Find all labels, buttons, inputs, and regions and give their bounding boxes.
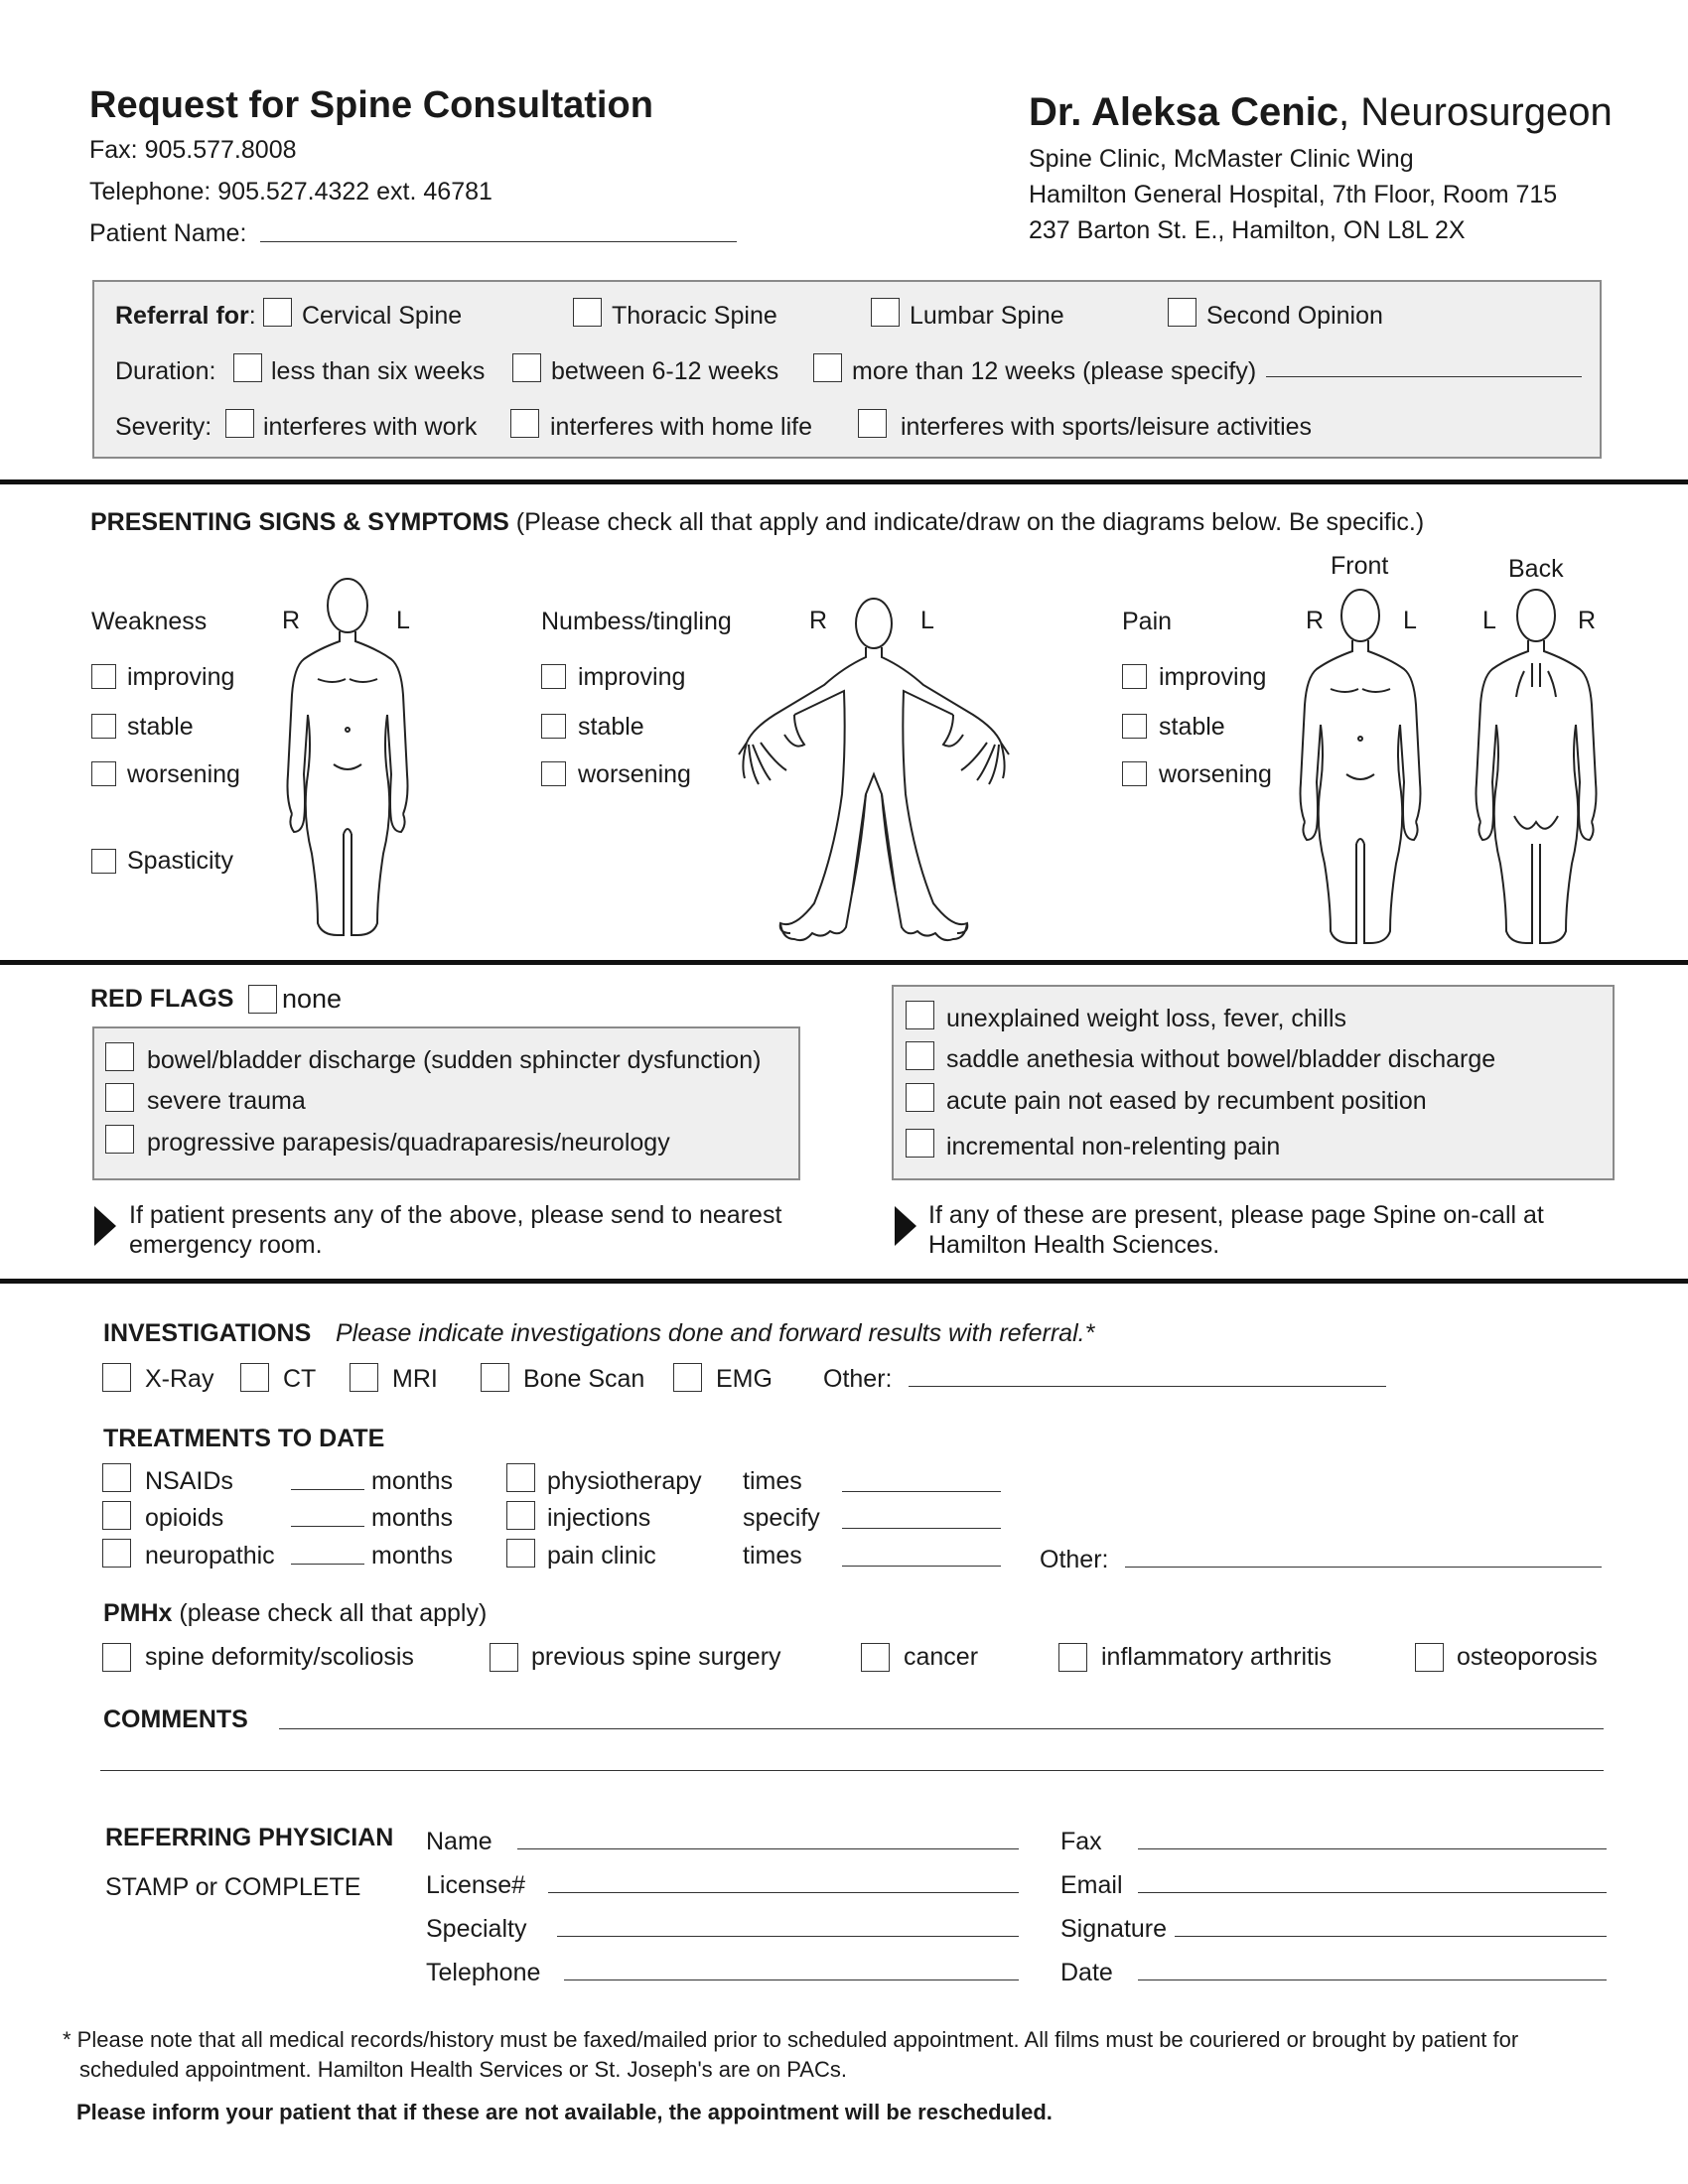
red-flags-page-note-2: Hamilton Health Sciences. xyxy=(928,1231,1220,1259)
patient-name-field[interactable] xyxy=(260,241,737,242)
red-flag-saddle-checkbox[interactable] xyxy=(906,1041,934,1070)
referral-cervical-checkbox[interactable] xyxy=(263,298,292,327)
physician-signature-field[interactable] xyxy=(1175,1936,1607,1937)
severity-home-checkbox[interactable] xyxy=(510,409,539,438)
symptoms-instructions: (Please check all that apply and indicate/draw on the diagrams below. Be specific.) xyxy=(515,508,1425,536)
red-flag-incremental-pain-checkbox[interactable] xyxy=(906,1129,934,1158)
red-flags-page-note-1: If any of these are present, please page Spine on-call at xyxy=(928,1201,1544,1229)
comments-heading: COMMENTS xyxy=(103,1706,248,1733)
nsaids-months-label: months xyxy=(371,1467,453,1495)
pmhx-heading-row xyxy=(103,1598,487,1628)
physician-name-label: Name xyxy=(426,1828,492,1855)
pain-clinic-times-field[interactable] xyxy=(842,1566,1001,1567)
pmhx-osteoporosis-label: osteoporosis xyxy=(1457,1643,1598,1671)
numbness-diagram-left-label: L xyxy=(920,607,934,634)
treatment-opioids-label: opioids xyxy=(145,1504,224,1532)
weakness-label: Weakness xyxy=(91,608,208,635)
red-flag-incremental-pain-label: incremental non-relenting pain xyxy=(946,1133,1281,1160)
weakness-worsening-checkbox[interactable] xyxy=(91,761,116,786)
duration-specify-field[interactable] xyxy=(1266,376,1582,377)
pain-stable-label: stable xyxy=(1159,713,1225,741)
physician-date-label: Date xyxy=(1060,1959,1113,1986)
red-flag-paresis-label: progressive parapesis/quadraparesis/neurology xyxy=(147,1129,670,1157)
red-flag-paresis-checkbox[interactable] xyxy=(105,1125,134,1154)
referral-lumbar-label: Lumbar Spine xyxy=(910,302,1064,330)
red-flag-weight-loss-label: unexplained weight loss, fever, chills xyxy=(946,1005,1347,1032)
arrow-icon xyxy=(94,1206,116,1246)
treatment-injections-checkbox[interactable] xyxy=(506,1501,535,1530)
telephone-number: Telephone: 905.527.4322 ext. 46781 xyxy=(89,178,492,205)
physician-heading: REFERRING PHYSICIAN xyxy=(105,1824,394,1851)
investigation-other-label: Other: xyxy=(823,1365,893,1393)
red-flags-none-checkbox[interactable] xyxy=(248,985,277,1014)
referral-thoracic-label: Thoracic Spine xyxy=(612,302,777,330)
red-flag-bowel-checkbox[interactable] xyxy=(105,1042,134,1071)
arrow-icon xyxy=(895,1206,916,1246)
pain-worsening-checkbox[interactable] xyxy=(1122,761,1147,786)
fax-number: Fax: 905.577.8008 xyxy=(89,136,297,164)
investigation-xray-label: X-Ray xyxy=(145,1365,214,1393)
pain-front-right-label: R xyxy=(1306,607,1325,634)
red-flags-emergency-note-1: If patient presents any of the above, please send to nearest xyxy=(129,1201,782,1229)
physician-license-label: License# xyxy=(426,1871,526,1899)
pain-label: Pain xyxy=(1122,608,1173,635)
numbness-diagram-right-label: R xyxy=(809,607,828,634)
red-flag-trauma-checkbox[interactable] xyxy=(105,1083,134,1112)
investigation-bone-scan-label: Bone Scan xyxy=(523,1365,645,1393)
doctor-name: Dr. Aleksa Cenic xyxy=(1029,90,1339,134)
spasticity-label: Spasticity xyxy=(127,847,233,875)
physician-fax-label: Fax xyxy=(1060,1828,1102,1855)
treatment-injections-label: injections xyxy=(547,1504,651,1532)
treatment-nsaids-checkbox[interactable] xyxy=(102,1463,131,1492)
duration-over-12-checkbox[interactable] xyxy=(813,353,842,382)
doctor-role: , Neurosurgeon xyxy=(1338,90,1613,134)
opioids-months-field[interactable] xyxy=(291,1526,364,1527)
nsaids-months-field[interactable] xyxy=(291,1489,364,1490)
doctor-heading xyxy=(1029,89,1613,135)
pmhx-cancer-label: cancer xyxy=(904,1643,979,1671)
pain-front-body-diagram[interactable] xyxy=(1291,588,1430,950)
treatment-opioids-checkbox[interactable] xyxy=(102,1501,131,1530)
physician-specialty-field[interactable] xyxy=(557,1936,1019,1937)
referral-second-opinion-checkbox[interactable] xyxy=(1168,298,1196,327)
injections-specify-label: specify xyxy=(743,1504,820,1532)
injections-specify-field[interactable] xyxy=(842,1528,1001,1529)
referral-second-opinion-label: Second Opinion xyxy=(1206,302,1383,330)
red-flag-acute-pain-checkbox[interactable] xyxy=(906,1083,934,1112)
pmhx-arthritis-checkbox[interactable] xyxy=(1058,1643,1087,1672)
referral-label: Referral for: xyxy=(115,302,256,330)
treatment-nsaids-label: NSAIDs xyxy=(145,1467,233,1495)
footer-note-1: * Please note that all medical records/history must be faxed/mailed prior to scheduled appointment. All films must be couriered or brought by patient for xyxy=(63,2027,1519,2052)
symptoms-heading-row xyxy=(90,507,1424,537)
severity-work-checkbox[interactable] xyxy=(225,409,254,438)
investigation-emg-label: EMG xyxy=(716,1365,773,1393)
investigation-bone-scan-checkbox[interactable] xyxy=(481,1363,509,1392)
numbness-improving-checkbox[interactable] xyxy=(541,664,566,689)
section-divider xyxy=(0,960,1688,965)
pmhx-osteoporosis-checkbox[interactable] xyxy=(1415,1643,1444,1672)
red-flag-acute-pain-label: acute pain not eased by recumbent position xyxy=(946,1087,1427,1115)
pain-back-body-diagram[interactable] xyxy=(1467,588,1606,950)
weakness-diagram-left-label: L xyxy=(396,607,410,634)
duration-label: Duration: xyxy=(115,357,216,385)
investigation-other-field[interactable] xyxy=(909,1386,1386,1387)
pain-stable-checkbox[interactable] xyxy=(1122,714,1147,739)
pmhx-cancer-checkbox[interactable] xyxy=(861,1643,890,1672)
red-flag-weight-loss-checkbox[interactable] xyxy=(906,1001,934,1029)
pmhx-previous-surgery-label: previous spine surgery xyxy=(531,1643,781,1671)
pmhx-heading: PMHx xyxy=(103,1599,173,1627)
duration-6-12-label: between 6-12 weeks xyxy=(551,357,779,385)
pain-clinic-times-label: times xyxy=(743,1542,802,1570)
physician-license-field[interactable] xyxy=(548,1892,1019,1893)
physician-date-field[interactable] xyxy=(1138,1979,1607,1980)
treatment-other-field[interactable] xyxy=(1125,1567,1602,1568)
spasticity-checkbox[interactable] xyxy=(91,849,116,874)
footer-note-2: scheduled appointment. Hamilton Health Services or St. Joseph's are on PACs. xyxy=(79,2057,847,2082)
numbness-worsening-checkbox[interactable] xyxy=(541,761,566,786)
hospital-name: Hamilton General Hospital, 7th Floor, Room 715 xyxy=(1029,181,1558,208)
physician-email-field[interactable] xyxy=(1138,1892,1607,1893)
physician-email-label: Email xyxy=(1060,1871,1123,1899)
patient-name-label: Patient Name: xyxy=(89,219,247,247)
pmhx-note: (please check all that apply) xyxy=(179,1599,488,1627)
pain-back-left-label: L xyxy=(1482,607,1496,634)
duration-6-12-checkbox[interactable] xyxy=(512,353,541,382)
numbness-stable-label: stable xyxy=(578,713,644,741)
pain-worsening-label: worsening xyxy=(1159,760,1272,788)
physician-telephone-field[interactable] xyxy=(564,1979,1019,1980)
severity-label: Severity: xyxy=(115,413,212,441)
investigation-xray-checkbox[interactable] xyxy=(102,1363,131,1392)
symptoms-heading: PRESENTING SIGNS & SYMPTOMS xyxy=(90,508,509,536)
weakness-body-diagram[interactable] xyxy=(278,576,417,943)
treatment-neuropathic-checkbox[interactable] xyxy=(102,1539,131,1568)
severity-sports-checkbox[interactable] xyxy=(858,409,887,438)
physician-specialty-label: Specialty xyxy=(426,1915,527,1943)
red-flags-heading: RED FLAGS xyxy=(90,985,234,1013)
page-title: Request for Spine Consultation xyxy=(89,84,653,126)
weakness-stable-checkbox[interactable] xyxy=(91,714,116,739)
neuropathic-months-label: months xyxy=(371,1542,453,1570)
weakness-improving-checkbox[interactable] xyxy=(91,664,116,689)
severity-sports-label: interferes with sports/leisure activities xyxy=(901,413,1313,441)
clinic-address: 237 Barton St. E., Hamilton, ON L8L 2X xyxy=(1029,216,1466,244)
investigation-ct-label: CT xyxy=(283,1365,317,1393)
physician-fax-field[interactable] xyxy=(1138,1848,1607,1849)
weakness-stable-label: stable xyxy=(127,713,194,741)
clinic-name: Spine Clinic, McMaster Clinic Wing xyxy=(1029,145,1414,173)
red-flag-bowel-label: bowel/bladder discharge (sudden sphincter dysfunction) xyxy=(147,1046,762,1074)
physician-name-field[interactable] xyxy=(517,1848,1019,1849)
treatment-other-label: Other: xyxy=(1040,1546,1109,1573)
pain-back-right-label: R xyxy=(1578,607,1597,634)
pmhx-previous-surgery-checkbox[interactable] xyxy=(490,1643,518,1672)
treatment-pain-clinic-checkbox[interactable] xyxy=(506,1539,535,1568)
numbness-body-diagram[interactable] xyxy=(735,596,1013,943)
section-divider xyxy=(0,479,1688,484)
neuropathic-months-field[interactable] xyxy=(291,1564,364,1565)
red-flags-emergency-note-2: emergency room. xyxy=(129,1231,323,1259)
weakness-improving-label: improving xyxy=(127,663,235,691)
pain-improving-label: improving xyxy=(1159,663,1267,691)
red-flags-none-label: none xyxy=(282,984,343,1014)
numbness-stable-checkbox[interactable] xyxy=(541,714,566,739)
severity-work-label: interferes with work xyxy=(263,413,478,441)
pain-improving-checkbox[interactable] xyxy=(1122,664,1147,689)
front-label: Front xyxy=(1331,552,1389,580)
treatments-heading: TREATMENTS TO DATE xyxy=(103,1425,385,1452)
physician-telephone-label: Telephone xyxy=(426,1959,541,1986)
investigations-heading: INVESTIGATIONS xyxy=(103,1319,312,1347)
referral-lumbar-checkbox[interactable] xyxy=(871,298,900,327)
investigations-note: Please indicate investigations done and forward results with referral.* xyxy=(336,1319,1095,1347)
opioids-months-label: months xyxy=(371,1504,453,1532)
numbness-worsening-label: worsening xyxy=(578,760,691,788)
numbness-improving-label: improving xyxy=(578,663,686,691)
pmhx-scoliosis-label: spine deformity/scoliosis xyxy=(145,1643,414,1671)
section-divider xyxy=(0,1279,1688,1284)
physiotherapy-times-field[interactable] xyxy=(842,1491,1001,1492)
footer-warning: Please inform your patient that if these are not available, the appointment will be rescheduled. xyxy=(76,2100,1053,2124)
investigation-ct-checkbox[interactable] xyxy=(240,1363,269,1392)
physician-signature-label: Signature xyxy=(1060,1915,1168,1943)
treatment-pain-clinic-label: pain clinic xyxy=(547,1542,656,1570)
referral-cervical-label: Cervical Spine xyxy=(302,302,463,330)
duration-under-six-label: less than six weeks xyxy=(271,357,486,385)
pmhx-arthritis-label: inflammatory arthritis xyxy=(1101,1643,1332,1671)
severity-home-label: interferes with home life xyxy=(550,413,813,441)
treatment-neuropathic-label: neuropathic xyxy=(145,1542,275,1570)
physician-subheading: STAMP or COMPLETE xyxy=(105,1873,361,1901)
treatment-physiotherapy-checkbox[interactable] xyxy=(506,1463,535,1492)
back-label: Back xyxy=(1508,555,1564,583)
treatment-physiotherapy-label: physiotherapy xyxy=(547,1467,702,1495)
investigation-emg-checkbox[interactable] xyxy=(673,1363,702,1392)
duration-over-12-label: more than 12 weeks (please specify) xyxy=(852,357,1257,385)
comments-field-line-1[interactable] xyxy=(279,1728,1604,1729)
pain-front-left-label: L xyxy=(1403,607,1417,634)
red-flag-saddle-label: saddle anethesia without bowel/bladder discharge xyxy=(946,1045,1496,1073)
red-flag-trauma-label: severe trauma xyxy=(147,1087,306,1115)
physiotherapy-times-label: times xyxy=(743,1467,802,1495)
weakness-worsening-label: worsening xyxy=(127,760,240,788)
pmhx-scoliosis-checkbox[interactable] xyxy=(102,1643,131,1672)
duration-under-six-checkbox[interactable] xyxy=(233,353,262,382)
referral-thoracic-checkbox[interactable] xyxy=(573,298,602,327)
weakness-diagram-right-label: R xyxy=(282,607,301,634)
numbness-label: Numbess/tingling xyxy=(541,608,732,635)
investigation-mri-checkbox[interactable] xyxy=(350,1363,378,1392)
comments-field-line-2[interactable] xyxy=(100,1770,1604,1771)
investigation-mri-label: MRI xyxy=(392,1365,438,1393)
